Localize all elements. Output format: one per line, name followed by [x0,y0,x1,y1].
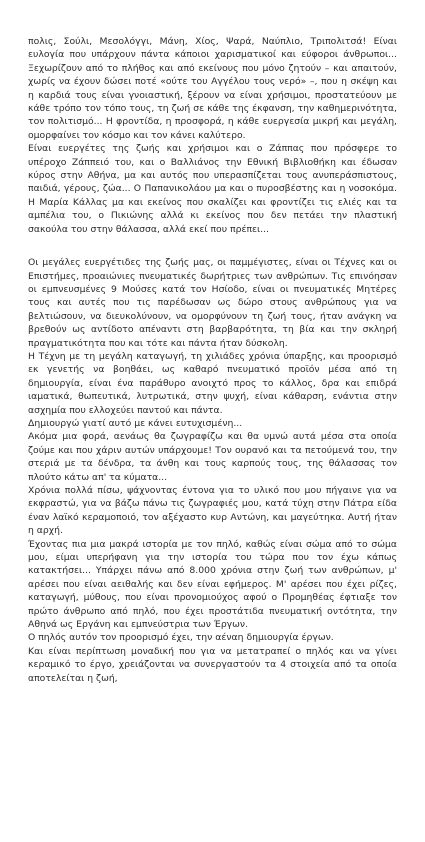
text-block-top [28,35,397,236]
paragraph-art-origin: Η Τέχνη με τη μεγάλη καταγωγή, τη χιλιάδες χρόνια ύπαρξης, και προορισμό εκ γενετής να βοηθάει, ως καθαρό πνευματικό προϊόν μέσα από τη δημιουργία, είναι ένα παράθυρο ανοιχτό προς το κάλλος, δρα και επιδρά ιαματικά, θωπευτικά, λυτρωτικά, στην ψυχή, είναι κάθαρση, ενάντια στην ασχημία που ελλοχεύει παντού και πάντα. [28,350,397,416]
text-block-bottom [28,256,397,685]
paragraph-clay-purpose: Ο πηλός αυτόν τον προορισμό έχει, την αέναη δημιουργία έργων. [28,632,334,644]
paragraph-arts-sciences: Οι μεγάλες ευεργέτιδες της ζωής μας, οι παμμέγιστες, είναι οι Τέχνες και οι Επιστήμες, προαιώνιες πνευματικές δωρήτριες των ανθρώπων. Τις επινόησαν οι εμπνευσμένες 9 Μούσες κατά τον Ησίοδο, είναι οι πνευματικές Μητέρες τους και αυτές που τις παρέδωσαν ως δώρο στους ανθρώπους για να βελτιώσουν, να διευκολύνουν, να ομορφύνουν τη ζωή τους, ήταν ανάγκη να βρεθούν ως αντίδοτο απέναντι στη βαρβαρότητα, τη βία και την σκληρή πραγματικότητα που και τότε και πάντα ήταν δύσκολη. [28,257,397,349]
paragraph-paint-praise: Ακόμα μια φορά, αενάως θα ζωγραφίζω και θα υμνώ αυτά μέσα στα οποία ζούμε και που χάριν αυτών υπάρχουμε! Τον ουρανό και τα πετούμενά του, την στεριά με τα δένδρα, τα άνθη και τους καρπούς τους, της θάλασσας τον πλούτο κάτω απ' τα κύματα... [28,431,397,483]
paragraph-create-happy: Δημιουργώ γιατί αυτό με κάνει ευτυχισμένη... [28,417,243,429]
paragraph-clay-history: Έχοντας πια μια μακρά ιστορία με τον πηλό, καθώς είναι σώμα από το σώμα μου, είμαι υπερήφανη για την ιστορία του τώρα που τον έχω κάπως κατακτήσει... Υπάρχει πάνω από 8.000 χρόνια στην ζωή των ανθρώπων, μ' αρέσει που είναι αειθαλής και δεν είναι εφήμερος. Μ' αρέσει που έχει ρίζες, καταγωγή, μύθους, που είναι προνομιούχος αφού ο Προμηθέας έφτιαξε τον πρώτο άνθρωπο από πηλό, που έχει προστάτιδα πνευματική οντότητα, την Αθηνά ως Εργάνη και εμπνεύστρια των Έργων. [28,538,397,631]
paragraph-gap [28,236,397,256]
paragraph-four-elements: Και είναι περίπτωση μοναδική που για να μετατραπεί ο πηλός και να γίνει κεραμικό το έργο, χρειάζονται να συνεργαστούν τα 4 στοιχεία από τα οποία αποτελείται η ζωή, [28,645,397,684]
paragraph-years-ago: Χρόνια πολλά πίσω, ψάχνοντας έντονα για το υλικό που μου πήγαινε για να εκφραστώ, για να βάζω πάνω τις ζωγραφιές μου, κατά τύχη στην Πάτρα είδα έναν λαϊκό κεραμοποιό, τον αξέχαστο κυρ Αντώνη, και μαγεύτηκα. Αυτή ήταν η αρχή. [28,485,397,537]
paragraph-benefactors: Είναι ευεργέτες της ζωής και χρήσιμοι και ο Ζάππας που πρόσφερε το υπέροχο Ζάππειό του, και ο Βαλλιάνος την Εθνική Βιβλιοθήκη και έδωσαν κύρος στην Αθήνα, μα και αυτός που υπερασπίζεται τους ανυπεράσπιστους, παιδιά, γέρους, ζώα... Ο Παπανικολάου μα και ο πυροσβέστης και η νοσοκόμα. Η Μαρία Κάλλας μα και εκείνος που σκαλίζει και φροντίζει τις ελιές και τα αμπέλια του, ο Πικιώνης αλλά κι εκείνος που δεν πετάει την πλαστική σακούλα του στην θάλασσα, αλλά εκεί που πρέπει... [28,143,397,235]
paragraph-regions: πολις, Σούλι, Μεσολόγγι, Μάνη, Χίος, Ψαρά, Ναύπλιο, Τριπολιτσά! Είναι ευλογία που υπάρχουν πάντα κάποιοι χαρισματικοί και εύφοροι άνθρωποι... Ξεχωρίζουν από το πλήθος και από εκείνους που μόνο ζητούν – και απαιτούν, χωρίς να έχουν δώσει ποτέ «ούτε του Αγγέλου τους νερό» –, που η σκέψη και η καρδιά τους είναι γνοιαστική, ξέρουν να είναι χρήσιμοι, προστατεύουν με κάθε τρόπο τον τόπο τους, τη ζωή σε κάθε της έκφανση, την καθημερινότητα, τον πολιτισμό... Η φροντίδα, η προσφορά, η κάθε ευεργεσία μικρή και μεγάλη, ομορφαίνει τον κόσμο και τον κάνει καλύτερο. [28,36,397,141]
